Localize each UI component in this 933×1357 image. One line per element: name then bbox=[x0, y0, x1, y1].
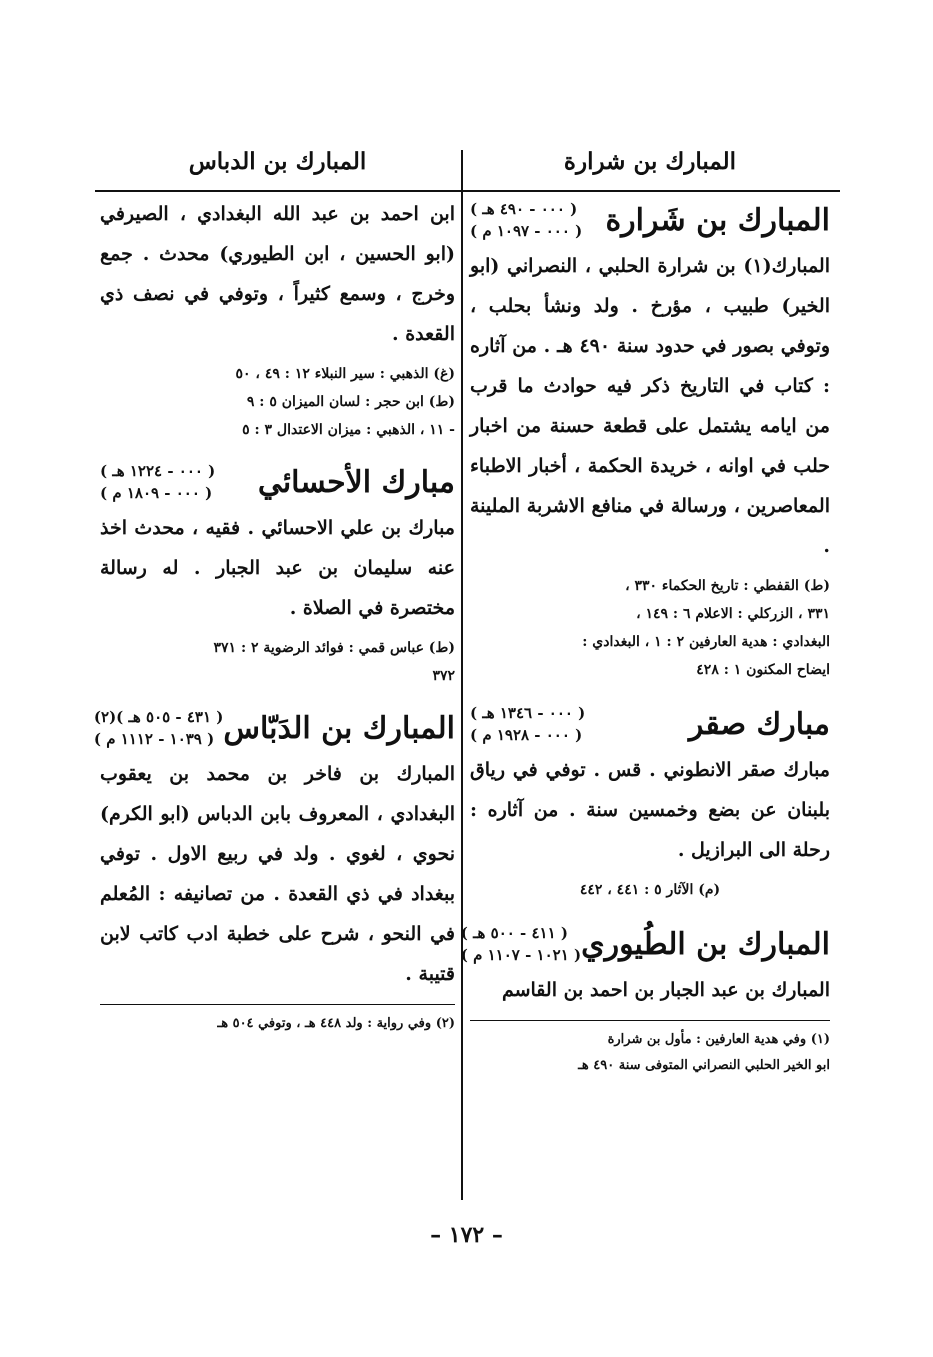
entry-name: مبارك الأحسائي bbox=[257, 464, 455, 500]
footnote-line: ابو الخير الحلبي النصراني المتوفى سنة ٤٩٠ هـ bbox=[578, 1058, 830, 1073]
entry-heading bbox=[470, 702, 830, 746]
footnote bbox=[100, 1011, 455, 1037]
entry-dates bbox=[470, 702, 585, 746]
left-running-header: المبارك بن الدباس bbox=[188, 148, 367, 175]
reference-line: ٣٣١ ، الزركلي : الاعلام ٦ : ١٤٩ ، bbox=[636, 606, 830, 622]
reference-line: (غ) الذهبي : سير النبلاء ١٢ : ٤٩ ، ٥٠ bbox=[235, 366, 455, 382]
gregorian-dates: ( ١٠٣٩ - ١١١٢ م ) bbox=[93, 730, 215, 748]
gregorian-dates: ( ١٠٢١ - ١١٠٧ م ) bbox=[460, 946, 582, 964]
entry-mubarak-ibn-sharara bbox=[470, 198, 830, 684]
right-running-header: المبارك بن شرارة bbox=[563, 148, 737, 175]
entry-mubarak-saqr bbox=[470, 702, 830, 904]
entry-dates bbox=[100, 460, 215, 504]
entry-body: المبارك بن فاخر بن محمد بن يعقوب البغدادي ، المعروف بابن الدباس (ابو الكرم) نحوي ، لغوي . ولد في ربيع الاول . توفي ببغداد في ذي القعدة . من تصانيفه : المُعلم في النحو ، شرح على خطبة ادب كاتب لابن قتيبة . bbox=[100, 763, 455, 985]
reference-line: (ط) ابن حجر : لسان الميزان ٥ : ٩ bbox=[246, 394, 455, 410]
entry-name: المبارك بن الدَبّاس bbox=[223, 710, 455, 746]
reference-line: ٣٧٢ bbox=[432, 668, 455, 684]
entry-body: مبارك بن علي الاحسائي . فقيه ، محدث اخذ عنه سليمان بن عبد الجبار . له رسالة مختصرة في الصلاة . bbox=[100, 517, 455, 619]
hijri-dates: ( ٠٠٠ - ١٣٤٦ هـ ) bbox=[470, 704, 586, 722]
footnote bbox=[470, 1027, 830, 1079]
entry-name: مبارك صقر bbox=[688, 706, 830, 742]
entry-name: المبارك بن الطُيوري bbox=[581, 926, 830, 962]
entry-body: مبارك صقر الانطوني . قس . توفي في رياق بلبنان عن بضع وخمسين سنة . من آثاره : رحلة الى البرازيل . bbox=[470, 759, 830, 861]
footnote-line: (٢) وفي رواية : ولد ٤٤٨ هـ ، وتوفي ٥٠٤ هـ bbox=[217, 1016, 455, 1031]
hijri-dates: ( ٠٠٠ - ٤٩٠ هـ ) bbox=[470, 200, 578, 218]
hijri-dates: ( ٤٣١ - ٥٠٥ هـ )(٢) bbox=[93, 708, 224, 726]
entry-continuation bbox=[100, 194, 455, 444]
left-column bbox=[93, 140, 455, 1037]
entry-references bbox=[100, 634, 455, 690]
footnote-rule bbox=[100, 1004, 455, 1005]
entry-mubarak-al-ahsai bbox=[100, 460, 455, 690]
entry-heading bbox=[100, 460, 455, 504]
reference-line: (ط) عباس قمي : فوائد الرضوية ٢ : ٣٧١ bbox=[213, 640, 455, 656]
entry-body: المبارك بن عبد الجبار بن احمد بن القاسم bbox=[501, 979, 830, 1001]
reference-line: ايضاح المكنون ١ : ٤٢٨ bbox=[696, 662, 830, 678]
hijri-dates: ( ٤١١ - ٥٠٠ هـ ) bbox=[460, 924, 568, 942]
page-number: – ١٧٢ – bbox=[430, 1222, 503, 1248]
entry-body: ابن احمد بن عبد الله البغدادي ، الصيرفي (ابو الحسين ، ابن الطيوري) محدث . جمع وخرج ، وسمع كثيراً ، وتوفي في نصف ذي القعدة . bbox=[100, 203, 455, 345]
entry-body: المبارك(١) بن شرارة الحلبي ، النصراني (ابو الخير) طبيب ، مؤرخ . ولد ونشأ بحلب ، وتوفي بصور في حدود سنة ٤٩٠ هـ . من آثاره : كتاب في التاريخ ذكر فيه حوادث ما قرب من ايامه يشتمل على قطعة حسنة من اخبار حلب في اوانه ، خريدة الحكمة ، أخبار الاطباء المعاصرين ، ورسالة في منافع الاشربة الملينة . bbox=[470, 255, 831, 557]
entry-heading bbox=[460, 922, 830, 966]
entry-dates bbox=[94, 706, 223, 750]
gregorian-dates: ( ٠٠٠ - ١٠٩٧ م ) bbox=[470, 222, 583, 240]
entry-heading bbox=[93, 706, 455, 750]
entry-dates bbox=[470, 198, 582, 242]
gregorian-dates: ( ٠٠٠ - ١٨٠٩ م ) bbox=[100, 484, 213, 502]
gregorian-dates: ( ٠٠٠ - ١٩٢٨ م ) bbox=[470, 726, 583, 744]
entry-mubarak-ibn-tuyuri bbox=[460, 922, 830, 1010]
reference-line: (ط) القفطي : تاريخ الحكماء ٣٣٠ ، bbox=[625, 578, 830, 594]
reference-line: البغدادي : هدية العارفين ٢ : ١ ، البغدادي : bbox=[582, 634, 830, 650]
reference-line: - ١١ ، الذهبي : ميزان الاعتدال ٣ : ٥ bbox=[242, 422, 455, 438]
entry-name: المبارك بن شَرارة bbox=[605, 202, 830, 238]
reference-line: (م) الآثار ٥ : ٤٤١ ، ٤٤٢ bbox=[579, 882, 721, 898]
hijri-dates: ( ٠٠٠ - ١٢٢٤ هـ ) bbox=[100, 462, 216, 480]
entry-references bbox=[470, 572, 830, 684]
entry-heading bbox=[470, 198, 830, 242]
footnote-line: (١) وفي هدية العارفين : مأول بن شرارة bbox=[607, 1032, 830, 1047]
entry-references bbox=[470, 876, 830, 904]
column-divider bbox=[461, 150, 463, 1200]
entry-references bbox=[100, 360, 455, 444]
entry-dates bbox=[461, 922, 581, 966]
entry-mubarak-ibn-al-dabbas bbox=[93, 706, 455, 994]
footnote-rule bbox=[470, 1020, 830, 1021]
right-column bbox=[460, 140, 831, 1079]
